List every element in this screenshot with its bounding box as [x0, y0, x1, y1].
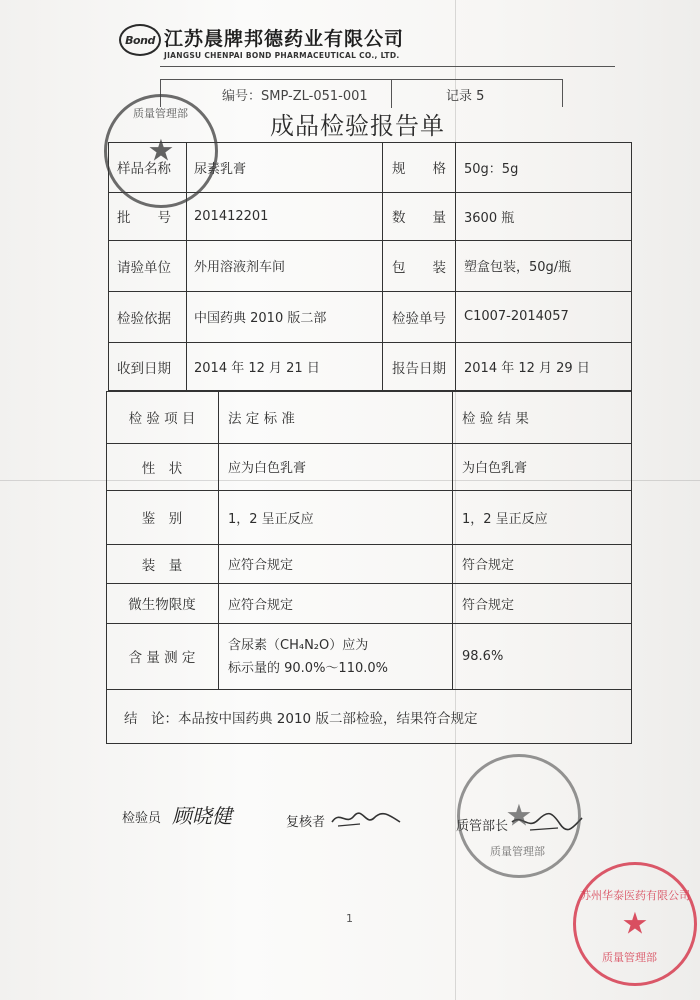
test-standard-header: 法 定 标 准	[228, 411, 295, 427]
reviewer-label: 复核者	[286, 815, 326, 830]
conclusion: 结 论：本品按中国药典 2010 版二部检验，结果符合规定	[124, 710, 478, 727]
requester-label: 请验单位	[117, 259, 171, 276]
reviewer-signature	[330, 806, 402, 832]
test-result: 为白色乳膏	[462, 461, 528, 476]
company-logo: Bond	[119, 24, 161, 56]
report-number-value: C1007-2014057	[464, 309, 569, 324]
test-result: 符合规定	[462, 558, 515, 573]
requester-value: 外用溶液剂车间	[194, 260, 286, 275]
report-date-value: 2014 年 12 月 29 日	[464, 361, 590, 376]
test-item-header: 检 验 项 目	[128, 411, 196, 427]
page-number: 1	[346, 912, 353, 925]
test-standard-line2: 标示量的 90.0%～110.0%	[228, 660, 388, 676]
test-result: 1，2 呈正反应	[462, 511, 548, 527]
document-number: 编号：SMP-ZL-051-001	[222, 89, 368, 104]
test-item: 装 量	[141, 557, 183, 574]
received-date-label: 收到日期	[117, 360, 171, 377]
basis-label: 检验依据	[117, 310, 171, 327]
qa-manager-label: 质管部长	[456, 819, 509, 834]
test-item: 鉴 别	[141, 511, 183, 527]
company-name-en: JIANGSU CHENPAI BOND PHARMACEUTICAL CO., LTD.	[164, 51, 400, 60]
package-label: 包 装	[392, 259, 446, 276]
red-company-seal: ★ 苏州华泰医药有限公司 质量管理部	[573, 862, 697, 986]
test-standard: 应为白色乳膏	[228, 461, 307, 476]
batch-value: 201412201	[194, 208, 269, 224]
header-divider	[160, 66, 615, 67]
received-date-value: 2014 年 12 月 21 日	[194, 361, 320, 376]
batch-label: 批 号	[117, 210, 171, 226]
inspector-label: 检验员	[122, 811, 162, 826]
report-number-label: 检验单号	[392, 310, 446, 327]
quality-stamp-top-left: ★ 质量管理部	[104, 94, 218, 208]
product-name-label: 样品名称	[117, 161, 171, 177]
company-name-cn: 江苏晨牌邦德药业有限公司	[164, 28, 405, 50]
qa-department-stamp: ★ 质量管理部	[457, 754, 581, 878]
test-standard: 应符合规定	[228, 597, 294, 613]
test-result: 符合规定	[462, 597, 515, 613]
record-number: 记录 5	[446, 89, 485, 104]
product-name-value: 尿素乳膏	[194, 161, 247, 177]
test-result-header: 检 验 结 果	[462, 411, 529, 427]
quantity-label: 数 量	[392, 210, 446, 226]
spec-value: 50g：5g	[464, 161, 519, 177]
test-result: 98.6%	[462, 648, 504, 664]
test-item: 含 量 测 定	[128, 650, 196, 666]
report-date-label: 报告日期	[392, 360, 446, 377]
test-standard: 含尿素（CH₄N₂O）应为	[228, 637, 369, 653]
test-standard: 1，2 呈正反应	[228, 511, 314, 527]
spec-label: 规 格	[392, 161, 446, 177]
basis-value: 中国药典 2010 版二部	[194, 311, 327, 326]
test-standard: 应符合规定	[228, 558, 294, 573]
package-value: 塑盒包装，50g/瓶	[464, 260, 572, 275]
inspector-signature: 顾晓健	[172, 804, 232, 828]
test-item: 性 状	[141, 460, 183, 477]
quantity-value: 3600 瓶	[464, 210, 515, 226]
test-item: 微生物限度	[128, 597, 196, 613]
page-title: 成品检验报告单	[270, 112, 445, 140]
